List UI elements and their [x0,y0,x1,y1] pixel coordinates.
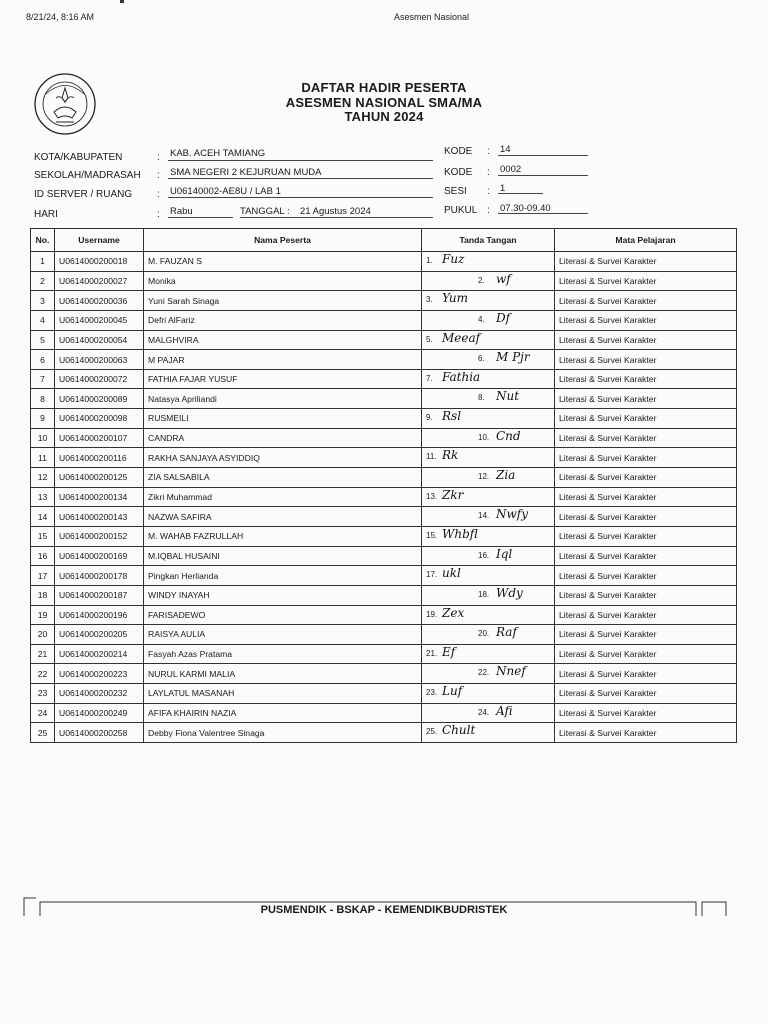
kode2-value: 0002 [500,164,522,175]
row-mata-pelajaran: Literasi & Survei Karakter [555,369,737,389]
scan-mark [120,0,124,3]
row-no: 5 [31,330,55,350]
row-no: 11 [31,448,55,468]
row-username: U0614000200196 [55,605,144,625]
row-signature-cell [422,409,555,429]
handwritten-signature: Wdy [496,585,523,600]
row-mata-pelajaran: Literasi & Survei Karakter [555,487,737,507]
row-no: 18 [31,585,55,605]
row-nama: M. FAUZAN S [144,252,422,272]
signature-number: 1. [426,256,433,265]
row-no: 4 [31,310,55,330]
server-label: ID SERVER / RUANG [34,189,133,200]
kota-label: KOTA/KABUPATEN [34,152,123,163]
table-row [31,448,737,468]
row-no: 15 [31,526,55,546]
row-no: 14 [31,507,55,527]
signature-number: 25. [426,727,438,737]
handwritten-signature: Rk [442,448,459,463]
col-header-no: No. [31,229,55,252]
kota-value: KAB. ACEH TAMIANG [170,148,266,159]
row-username: U0614000200152 [55,526,144,546]
row-nama: Debby Fiona Valentree Sinaga [144,723,422,743]
row-mata-pelajaran: Literasi & Survei Karakter [555,448,737,468]
signature-number: 7. [426,373,433,383]
handwritten-signature: Raf [496,625,517,640]
row-username: U0614000200249 [55,703,144,723]
row-username: U0614000200072 [55,369,144,389]
signature-number: 11. [426,452,437,462]
row-no: 1 [31,252,55,272]
row-signature-cell [422,252,555,272]
row-nama: Yuni Sarah Sinaga [144,291,422,311]
row-username: U0614000200169 [55,546,144,566]
row-username: U0614000200098 [55,409,144,429]
kode2-label: KODE [444,167,473,178]
row-signature-cell [422,507,555,527]
row-username: U0614000200107 [55,428,144,448]
row-username: U0614000200223 [55,664,144,684]
handwritten-signature: Nnef [496,664,526,679]
row-nama: Defri AlFariz [144,310,422,330]
table-row [31,664,737,684]
row-signature-cell [422,526,555,546]
signature-number: 6. [478,354,485,364]
row-mata-pelajaran: Literasi & Survei Karakter [555,684,737,704]
row-signature-cell [422,389,555,409]
row-signature-cell [422,271,555,291]
row-nama: MALGHVIRA [144,330,422,350]
row-nama: M.IQBAL HUSAINI [144,546,422,566]
signature-number: 16. [478,550,490,560]
table-row [31,546,737,566]
row-signature-cell [422,723,555,743]
col-header-username: Username [55,229,144,252]
row-mata-pelajaran: Literasi & Survei Karakter [555,350,737,370]
table-row [31,625,737,645]
handwritten-signature: Chult [442,723,476,738]
hari-value: Rabu [170,206,193,217]
signature-number: 21. [426,648,438,658]
kode1-value: 14 [500,144,511,155]
signature-number: 4. [478,314,485,324]
table-row [31,310,737,330]
row-mata-pelajaran: Literasi & Survei Karakter [555,291,737,311]
signature-number: 2. [478,275,485,285]
table-row [31,252,737,272]
row-username: U0614000200125 [55,468,144,488]
handwritten-signature: Rsl [442,409,462,424]
pukul-label: PUKUL [444,205,478,216]
row-no: 7 [31,369,55,389]
handwritten-signature: Ef [442,644,456,659]
row-no: 6 [31,350,55,370]
row-username: U0614000200036 [55,291,144,311]
row-mata-pelajaran: Literasi & Survei Karakter [555,468,737,488]
row-signature-cell [422,468,555,488]
row-username: U0614000200045 [55,310,144,330]
row-username: U0614000200258 [55,723,144,743]
row-nama: NURUL KARMI MALIA [144,664,422,684]
sekolah-value: SMA NEGERI 2 KEJURUAN MUDA [170,167,322,178]
row-username: U0614000200214 [55,644,144,664]
row-signature-cell [422,350,555,370]
signature-number: 12. [478,472,490,482]
row-mata-pelajaran: Literasi & Survei Karakter [555,252,737,272]
table-row [31,389,737,409]
row-signature-cell [422,585,555,605]
handwritten-signature: Cnd [496,428,521,443]
handwritten-signature: Afi [496,703,513,718]
row-nama: ZIA SALSABILA [144,468,422,488]
row-no: 9 [31,409,55,429]
row-no: 10 [31,428,55,448]
row-mata-pelajaran: Literasi & Survei Karakter [555,428,737,448]
row-no: 2 [31,271,55,291]
handwritten-signature: Fuz [442,252,465,266]
row-mata-pelajaran: Literasi & Survei Karakter [555,585,737,605]
table-row [31,566,737,586]
row-nama: FARISADEWO [144,605,422,625]
row-mata-pelajaran: Literasi & Survei Karakter [555,625,737,645]
row-no: 19 [31,605,55,625]
row-username: U0614000200063 [55,350,144,370]
sekolah-label: SEKOLAH/MADRASAH [34,170,141,181]
row-nama: CANDRA [144,428,422,448]
handwritten-signature: ukl [442,566,461,581]
table-row [31,369,737,389]
col-header-nama: Nama Peserta [144,229,422,252]
row-signature-cell [422,703,555,723]
row-username: U0614000200232 [55,684,144,704]
row-no: 24 [31,703,55,723]
print-site-title: Asesmen Nasional [394,12,470,22]
footer-text: PUSMENDIK - BSKAP - KEMENDIKBUDRISTEK [260,904,508,916]
doc-title-line3: TAHUN 2024 [344,109,424,124]
sesi-label: SESI [444,186,467,197]
signature-number: 14. [478,511,490,521]
row-mata-pelajaran: Literasi & Survei Karakter [555,526,737,546]
row-no: 21 [31,644,55,664]
row-nama: Zikri Muhammad [144,487,422,507]
handwritten-signature: Nut [496,389,520,404]
row-mata-pelajaran: Literasi & Survei Karakter [555,409,737,429]
table-row [31,605,737,625]
row-nama: LAYLATUL MASANAH [144,684,422,704]
row-signature-cell [422,448,555,468]
handwritten-signature: wf [496,271,511,286]
row-nama: AFIFA KHAIRIN NAZIA [144,703,422,723]
handwritten-signature: Iql [496,546,513,561]
row-signature-cell [422,664,555,684]
table-row [31,644,737,664]
row-mata-pelajaran: Literasi & Survei Karakter [555,507,737,527]
row-mata-pelajaran: Literasi & Survei Karakter [555,330,737,350]
table-row [31,723,737,743]
row-signature-cell [422,310,555,330]
row-nama: Monika [144,271,422,291]
row-signature-cell [422,605,555,625]
row-no: 13 [31,487,55,507]
row-nama: Natasya Apriliandi [144,389,422,409]
row-nama: NAZWA SAFIRA [144,507,422,527]
row-signature-cell [422,625,555,645]
signature-number: 5. [426,334,433,344]
row-mata-pelajaran: Literasi & Survei Karakter [555,389,737,409]
handwritten-signature: Fathia [442,369,481,384]
row-signature-cell [422,546,555,566]
row-signature-cell [422,428,555,448]
signature-number: 18. [478,589,490,599]
row-no: 25 [31,723,55,743]
handwritten-signature: Zkr [442,487,464,502]
col-header-mata-pelajaran: Mata Pelajaran [555,229,737,252]
row-username: U0614000200143 [55,507,144,527]
signature-number: 3. [426,295,433,305]
table-row [31,350,737,370]
row-mata-pelajaran: Literasi & Survei Karakter [555,605,737,625]
col-header-tanda-tangan: Tanda Tangan [422,229,555,252]
table-row [31,428,737,448]
handwritten-signature: Zex [442,605,465,620]
print-datetime: 8/21/24, 8:16 AM [26,12,95,22]
tanggal-label: TANGGAL : [240,206,290,217]
row-signature-cell [422,291,555,311]
signature-number: 19. [426,609,438,619]
row-nama: WINDY INAYAH [144,585,422,605]
row-username: U0614000200178 [55,566,144,586]
row-signature-cell [422,330,555,350]
pukul-value: 07.30-09.40 [500,203,551,214]
table-row [31,271,737,291]
hari-label: HARI [34,209,58,220]
row-no: 8 [31,389,55,409]
handwritten-signature: Whbfl [442,526,478,541]
handwritten-signature: Nwfy [496,507,528,522]
table-row [31,684,737,704]
row-username: U0614000200134 [55,487,144,507]
doc-title-line2: ASESMEN NASIONAL SMA/MA [285,95,483,110]
row-no: 17 [31,566,55,586]
table-row [31,468,737,488]
signature-number: 22. [478,668,490,678]
row-mata-pelajaran: Literasi & Survei Karakter [555,644,737,664]
row-nama: RAKHA SANJAYA ASYIDDIQ [144,448,422,468]
signature-number: 23. [426,688,438,698]
row-username: U0614000200205 [55,625,144,645]
handwritten-signature: M Pjr [496,350,530,365]
attendance-table [30,228,737,743]
table-row [31,507,737,527]
row-signature-cell [422,487,555,507]
row-no: 12 [31,468,55,488]
handwritten-signature: Luf [442,684,463,699]
row-signature-cell [422,684,555,704]
table-row [31,330,737,350]
signature-number: 10. [478,432,490,442]
row-no: 16 [31,546,55,566]
table-row [31,526,737,546]
table-row [31,585,737,605]
row-nama: Pingkan Herlianda [144,566,422,586]
handwritten-signature: Yum [442,291,468,306]
row-signature-cell [422,369,555,389]
row-mata-pelajaran: Literasi & Survei Karakter [555,271,737,291]
sesi-value: 1 [500,183,506,194]
row-nama: Fasyah Azas Pratama [144,644,422,664]
row-nama: M PAJAR [144,350,422,370]
server-value: U06140002-AE8U / LAB 1 [170,186,281,197]
row-mata-pelajaran: Literasi & Survei Karakter [555,723,737,743]
row-mata-pelajaran: Literasi & Survei Karakter [555,310,737,330]
handwritten-signature: Zia [496,468,516,483]
row-username: U0614000200116 [55,448,144,468]
signature-number: 8. [478,393,485,403]
kode1-label: KODE [444,146,473,157]
table-row [31,487,737,507]
signature-number: 13. [426,491,438,501]
row-no: 20 [31,625,55,645]
table-row [31,291,737,311]
row-username: U0614000200054 [55,330,144,350]
row-mata-pelajaran: Literasi & Survei Karakter [555,703,737,723]
row-mata-pelajaran: Literasi & Survei Karakter [555,664,737,684]
signature-number: 15. [426,530,438,540]
signature-number: 20. [478,629,490,639]
row-no: 3 [31,291,55,311]
doc-title-line1: DAFTAR HADIR PESERTA [301,80,467,95]
row-nama: M. WAHAB FAZRULLAH [144,526,422,546]
row-signature-cell [422,566,555,586]
table-header-row [31,229,737,252]
row-signature-cell [422,644,555,664]
row-username: U0614000200187 [55,585,144,605]
row-nama: FATHIA FAJAR YUSUF [144,369,422,389]
handwritten-signature: Df [496,310,511,325]
row-no: 23 [31,684,55,704]
table-row [31,409,737,429]
row-mata-pelajaran: Literasi & Survei Karakter [555,566,737,586]
row-nama: RUSMEILI [144,409,422,429]
row-mata-pelajaran: Literasi & Survei Karakter [555,546,737,566]
row-no: 22 [31,664,55,684]
signature-number: 9. [426,413,433,423]
signature-number: 17. [426,570,438,580]
tanggal-value: 21 Agustus 2024 [300,206,371,217]
table-row [31,703,737,723]
signature-number: 24. [478,707,490,717]
handwritten-signature: Meeaf [442,330,481,345]
row-username: U0614000200027 [55,271,144,291]
row-username: U0614000200018 [55,252,144,272]
row-nama: RAISYA AULIA [144,625,422,645]
row-username: U0614000200089 [55,389,144,409]
